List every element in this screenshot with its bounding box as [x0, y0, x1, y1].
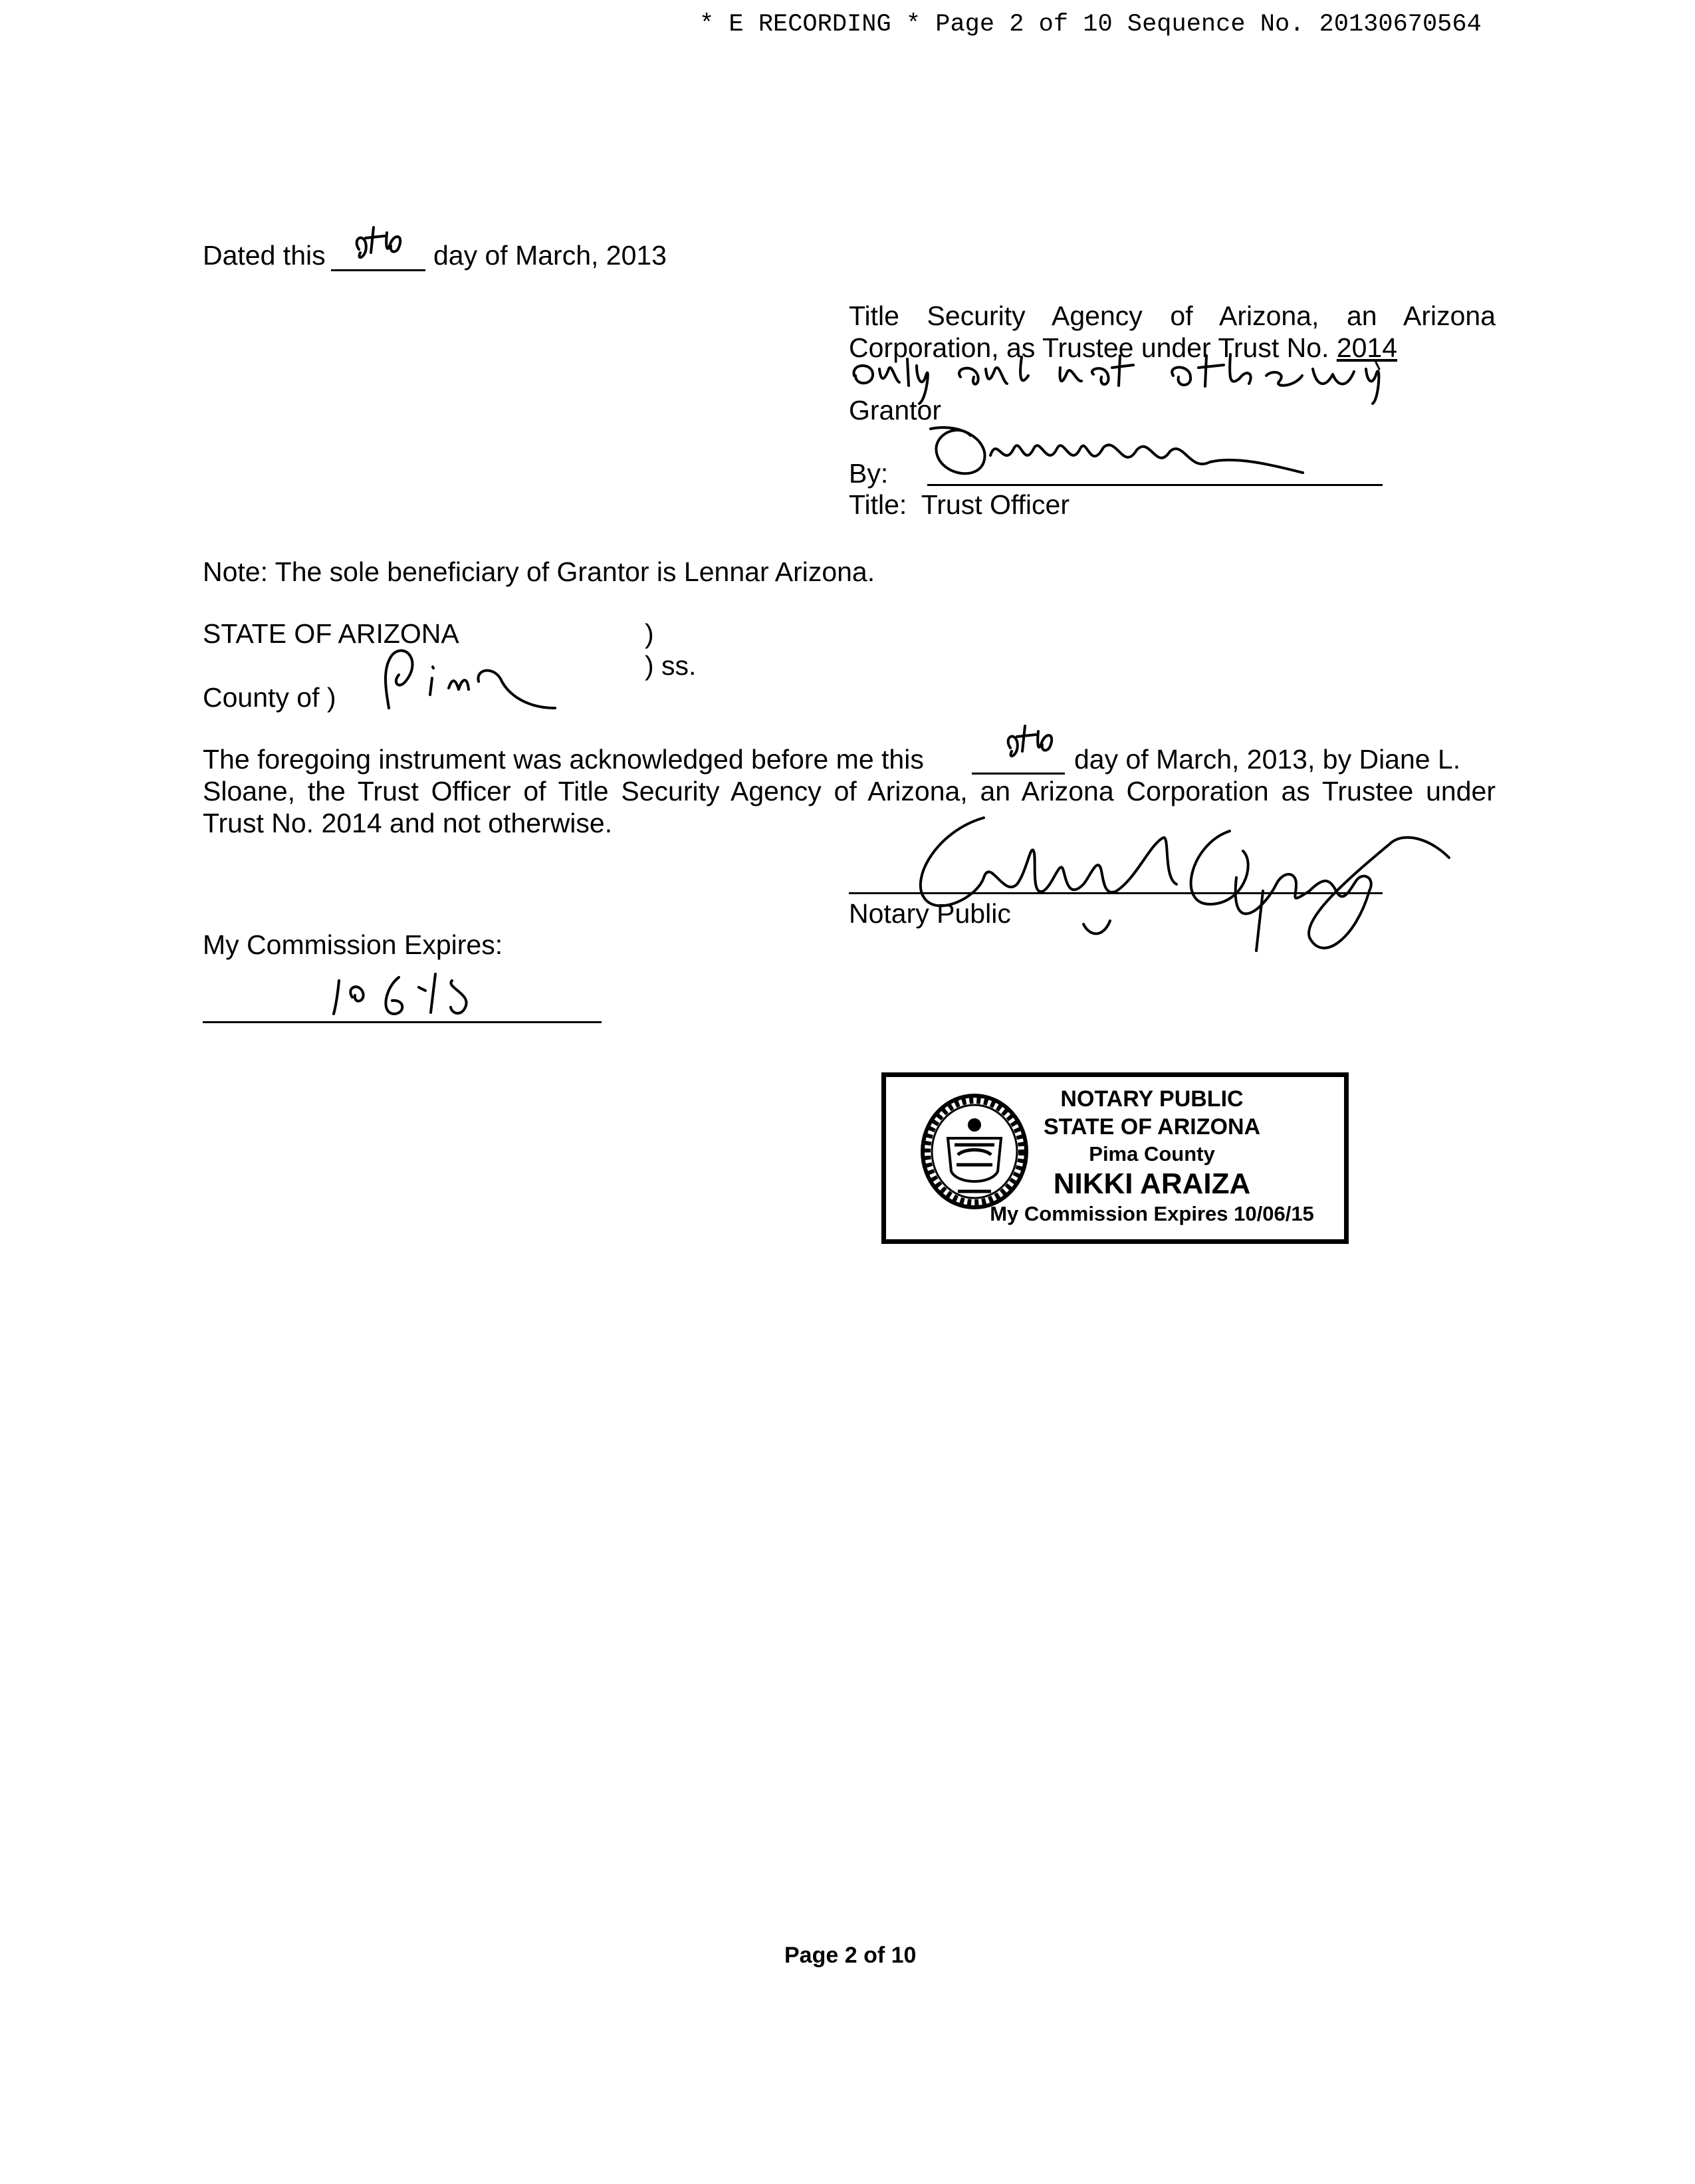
stamp-line-2: STATE OF ARIZONA	[1043, 1114, 1261, 1140]
beneficiary-note: Note: The sole beneficiary of Grantor is Lennar Arizona.	[203, 556, 875, 587]
ack-line-2: Sloane, the Trust Officer of Title Security Agency of Arizona, an Arizona Corporation as Trustee under	[203, 776, 1496, 806]
venue-paren-1: )	[645, 618, 654, 649]
dated-day-handwriting	[346, 219, 419, 273]
dated-prefix: Dated this	[203, 240, 326, 271]
recording-header: * E RECORDING * Page 2 of 10 Sequence No. 20130670564	[699, 11, 1482, 39]
ack-day-blank	[972, 773, 1065, 775]
grantor-line-2-text: Corporation, as Trustee under Trust No.	[849, 332, 1329, 363]
stamp-line-1: NOTARY PUBLIC	[1060, 1086, 1244, 1112]
county-handwriting	[369, 642, 562, 721]
grantor-label: Grantor	[849, 395, 941, 425]
commission-date-handwriting	[319, 961, 518, 1021]
title-value: Trust Officer	[921, 489, 1070, 520]
stamp-line-3: Pima County	[1089, 1142, 1215, 1165]
commission-date-line	[203, 1021, 602, 1023]
page-number-footer: Page 2 of 10	[784, 1943, 917, 1968]
ack-line-1-b: day of March, 2013, by Diane L.	[1074, 744, 1461, 775]
notary-signature	[884, 804, 1549, 957]
county-label: County of )	[203, 682, 336, 713]
title-label: Title:	[849, 489, 907, 520]
notary-stamp	[881, 1072, 1349, 1244]
dated-suffix: day of March, 2013	[433, 240, 667, 271]
commission-label: My Commission Expires:	[203, 929, 503, 960]
trust-officer-signature	[904, 409, 1343, 489]
ack-line-3: Trust No. 2014 and not otherwise.	[203, 808, 613, 838]
venue-ss: ) ss.	[645, 650, 697, 681]
stamp-line-5: My Commission Expires 10/06/15	[990, 1202, 1314, 1225]
trust-number: 2014	[1336, 332, 1398, 363]
stamp-line-4: NIKKI ARAIZA	[1053, 1167, 1251, 1200]
ack-day-handwriting	[997, 718, 1070, 771]
by-label: By:	[849, 458, 889, 489]
notary-public-label: Notary Public	[849, 898, 1011, 929]
grantor-line-1: Title Security Agency of Arizona, an Arizona	[849, 301, 1496, 331]
title-line	[849, 489, 1070, 521]
ack-line-1-a: The foregoing instrument was acknowledged before me this	[203, 744, 924, 775]
venue-state: STATE OF ARIZONA	[203, 618, 459, 649]
